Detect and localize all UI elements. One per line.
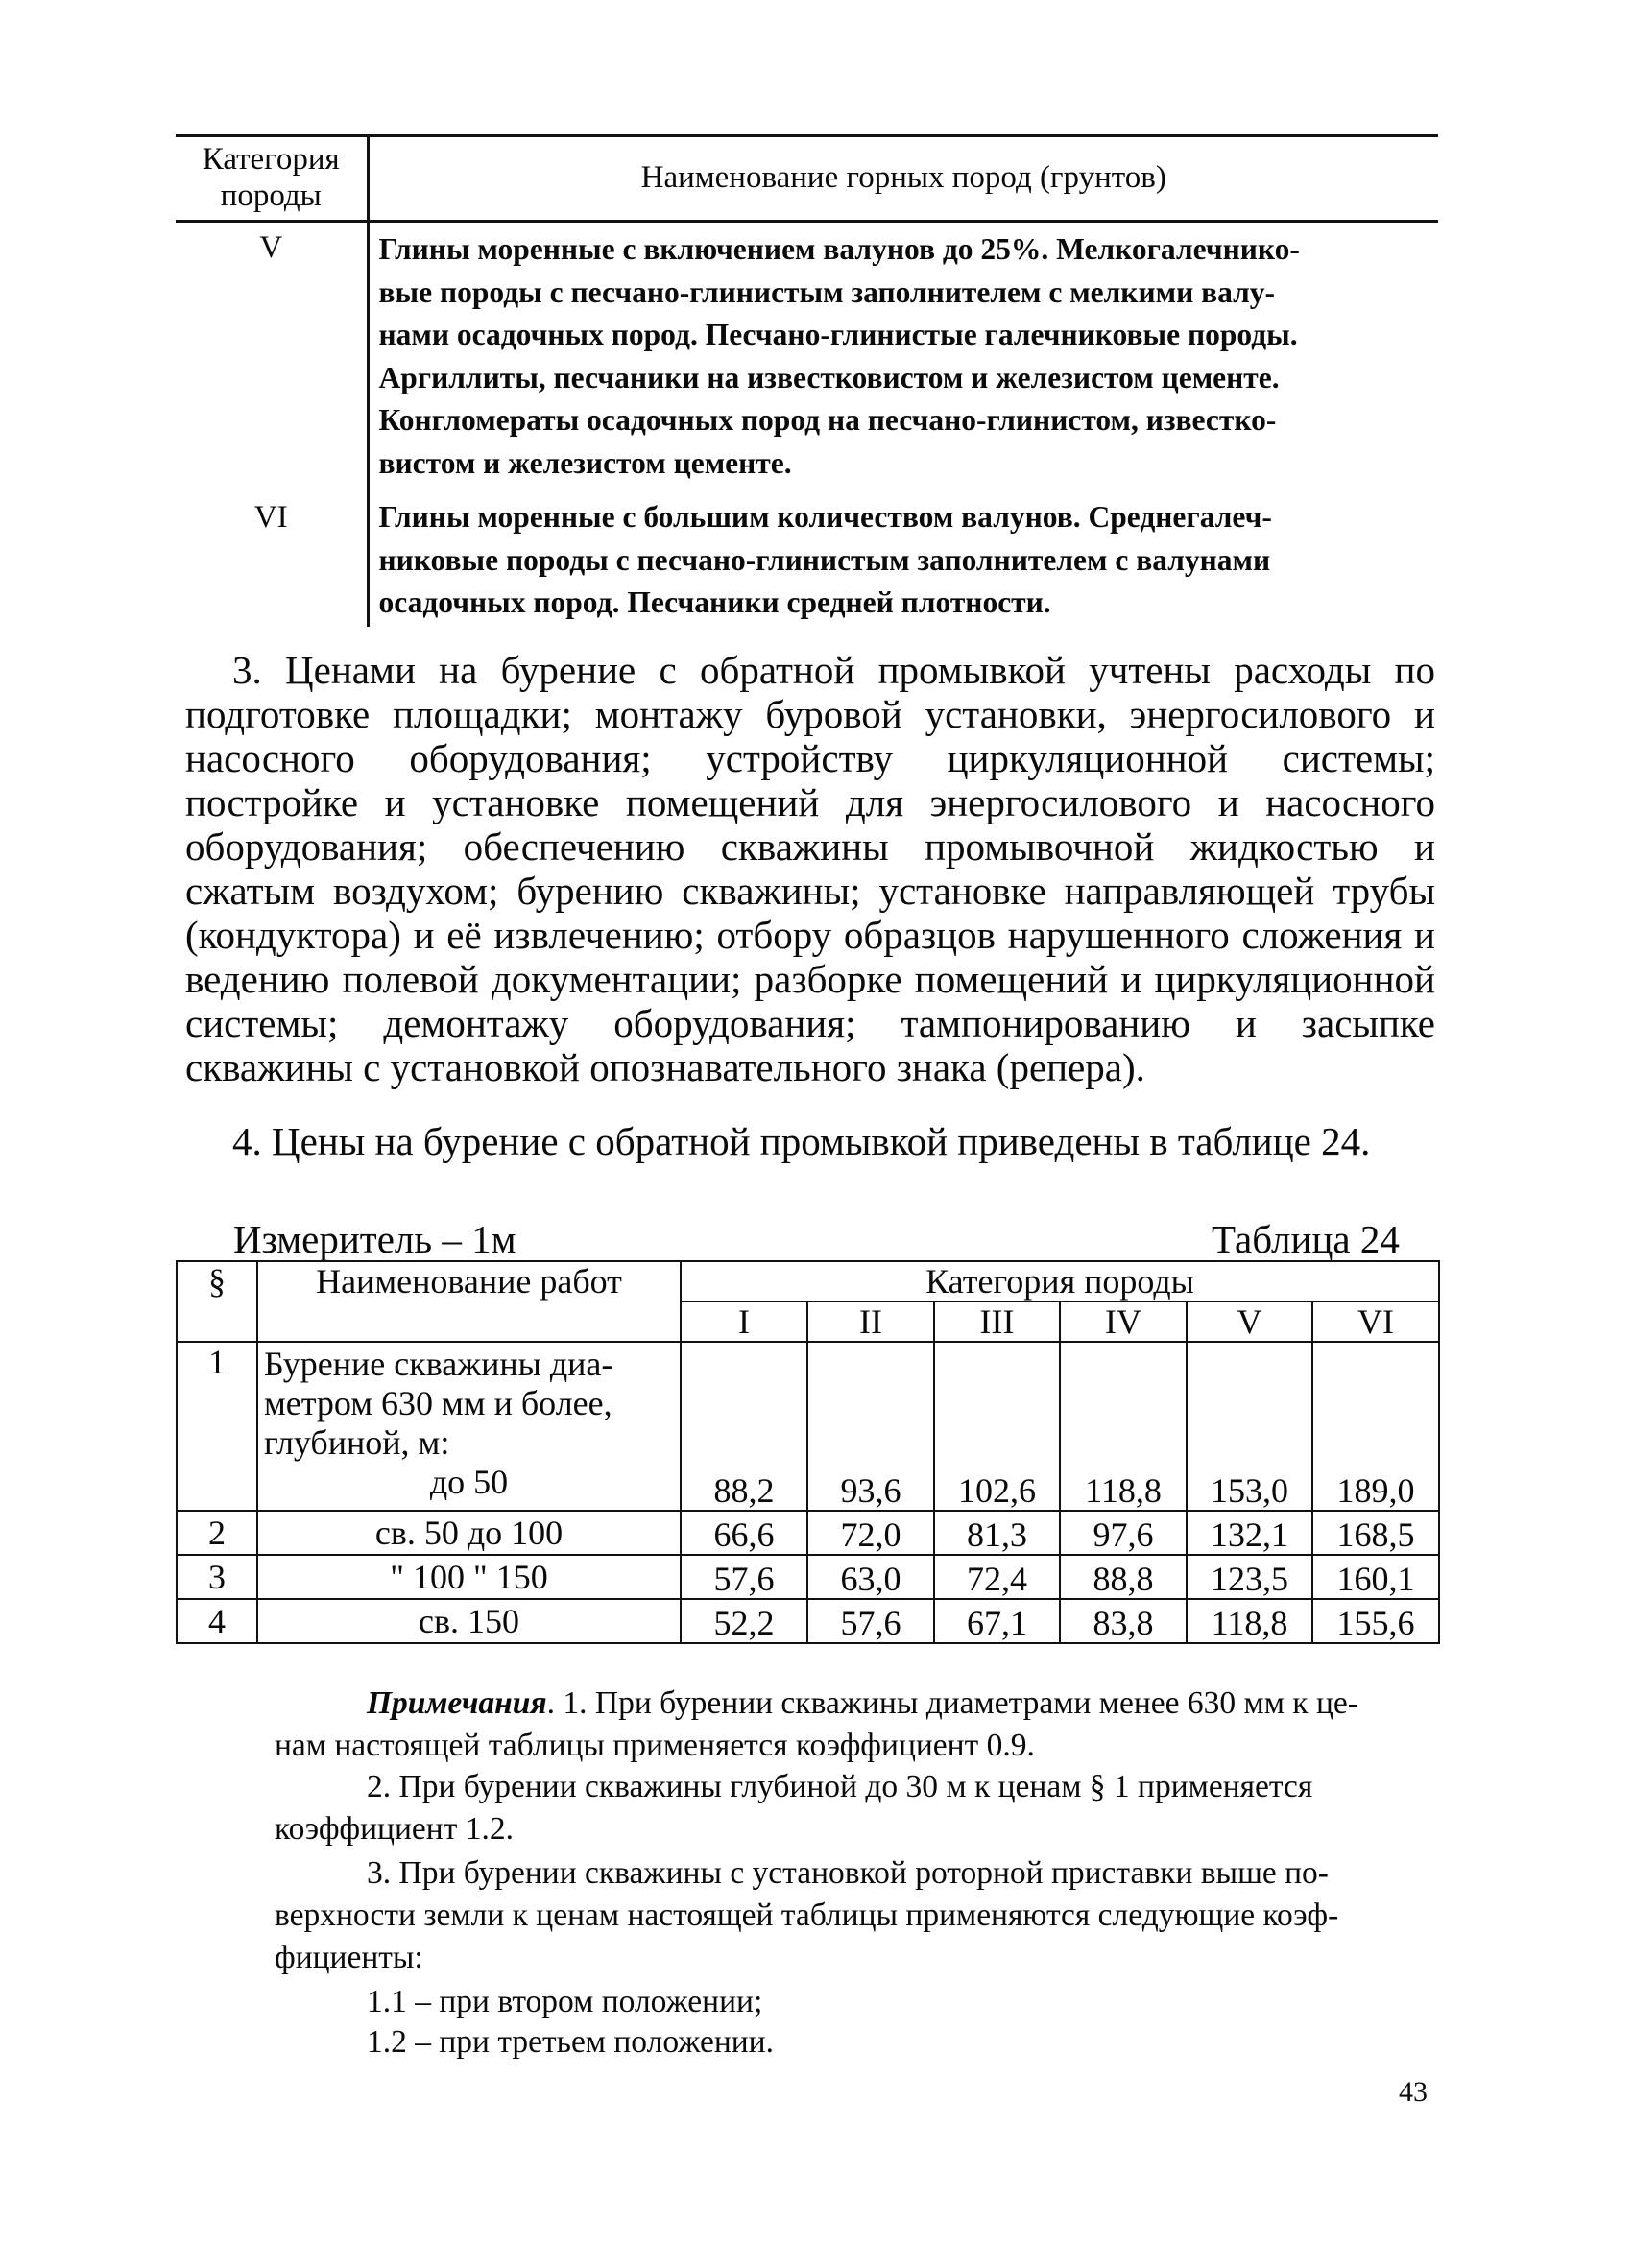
description-line: Конгломераты осадочных пород на песчано-глинистом, известко- — [378, 403, 1277, 437]
price-cell: 153,0 — [1187, 1342, 1312, 1511]
price-cell: 118,8 — [1187, 1599, 1312, 1643]
price-cell: 93,6 — [807, 1342, 934, 1511]
category-header: V — [1187, 1301, 1312, 1342]
page-number: 43 — [1399, 2076, 1428, 2108]
description-line: вые породы с песчано-глинистым заполнителем с мелкими валу- — [378, 275, 1276, 309]
category-cell: V — [176, 222, 368, 495]
price-cell: 63,0 — [807, 1555, 934, 1599]
price-cell: 66,6 — [681, 1511, 807, 1555]
table-row — [177, 1511, 1439, 1555]
notes-title: Примечания — [367, 1685, 547, 1721]
category-header: VI — [1312, 1301, 1439, 1342]
work-name: св. 50 до 100 — [257, 1511, 681, 1555]
price-cell: 102,6 — [934, 1342, 1060, 1511]
note-1-text: . 1. При бурении скважины диаметрами менее 630 мм к це- — [546, 1685, 1358, 1721]
price-cell: 57,6 — [807, 1599, 934, 1643]
price-cell: 88,2 — [681, 1342, 807, 1511]
category-header: III — [934, 1301, 1060, 1342]
table-row — [176, 222, 1438, 495]
work-name: " 100 " 150 — [257, 1555, 681, 1599]
table-row — [177, 1342, 1439, 1511]
description-line: вистом и железистом цементе. — [378, 445, 792, 480]
category-header: II — [807, 1301, 934, 1342]
price-cell: 88,8 — [1060, 1555, 1187, 1599]
header-section: § — [177, 1261, 257, 1342]
coefficient-1: 1.1 – при втором положении; — [367, 1984, 763, 2019]
price-cell: 72,0 — [807, 1511, 934, 1555]
row-number: 2 — [177, 1511, 257, 1555]
price-cell: 118,8 — [1060, 1342, 1187, 1511]
table-row — [176, 494, 1438, 627]
header-category: Категория породы — [176, 136, 368, 222]
price-cell: 72,4 — [934, 1555, 1060, 1599]
rock-category-table — [176, 134, 1438, 627]
price-cell: 132,1 — [1187, 1511, 1312, 1555]
work-line: Бурение скважины диа- — [264, 1345, 613, 1383]
paragraph-4: 4. Цены на бурение с обратной промывкой приведены в таблице 24. — [232, 1119, 1371, 1163]
description-line: никовые породы с песчано-глинистым заполнителем с валунами — [378, 542, 1271, 577]
price-table — [176, 1260, 1440, 1644]
note-1-first-line — [367, 1683, 1436, 1725]
work-line: метром 630 мм и более, — [264, 1384, 612, 1422]
note-2-second-line: коэффициент 1.2. — [275, 1811, 514, 1847]
price-cell: 52,2 — [681, 1599, 807, 1643]
work-line: до 50 — [429, 1463, 509, 1501]
note-3-third-line: фициенты: — [275, 1940, 423, 1975]
note-1-second-line: нам настоящей таблицы применяется коэффициент 0.9. — [275, 1728, 1035, 1763]
row-number: 3 — [177, 1555, 257, 1599]
description-line: Глины моренные с большим количеством валунов. Среднегалеч- — [378, 500, 1272, 534]
coefficient-2: 1.2 – при третьем положении. — [367, 2024, 774, 2060]
row-number: 4 — [177, 1599, 257, 1643]
price-cell: 83,8 — [1060, 1599, 1187, 1643]
description-line: нами осадочных пород. Песчано-глинистые галечниковые породы. — [378, 318, 1298, 351]
category-header: I — [681, 1301, 807, 1342]
header-work-name: Наименование работ — [257, 1261, 681, 1342]
note-2-first-line: 2. При бурении скважины глубиной до 30 м к ценам § 1 применяется — [367, 1769, 1313, 1804]
paragraph-3: 3. Ценами на бурение с обратной промывкой учтены расходы по подготовке площадки; монтажу буровой установки, энергосилового и насосного оборудования; устройству циркуляционной системы; постройке и установке помещений для энергосилового и насосного оборудования; обеспечению скважины промывочной жидкостью и сжатым воздухом; бурению скважины; установке направляющей трубы (кондуктора) и её извлечению; отбору образцов нарушенного сложения и ведению полевой документации; разборке помещений и циркуляционной системы; демонтажу оборудования; тампонированию и засыпке скважины с установкой опознавательного знака (репера). — [185, 648, 1435, 1089]
table-row — [177, 1555, 1439, 1599]
row-number: 1 — [177, 1342, 257, 1511]
header-rock-category: Категория породы — [681, 1261, 1439, 1301]
category-header: IV — [1060, 1301, 1187, 1342]
price-cell: 155,6 — [1312, 1599, 1439, 1643]
price-cell: 67,1 — [934, 1599, 1060, 1643]
category-cell: VI — [176, 494, 368, 627]
description-line: осадочных пород. Песчаники средней плотности. — [378, 585, 1051, 619]
price-cell: 168,5 — [1312, 1511, 1439, 1555]
work-name — [257, 1342, 681, 1511]
rock-description — [368, 494, 1438, 627]
table-row — [177, 1599, 1439, 1643]
price-cell: 160,1 — [1312, 1555, 1439, 1599]
price-cell: 57,6 — [681, 1555, 807, 1599]
table-label: Таблица 24 — [1212, 1217, 1400, 1261]
price-cell: 97,6 — [1060, 1511, 1187, 1555]
description-line: Глины моренные с включением валунов до 25%. Мелкогалечнико- — [378, 232, 1300, 266]
header-rock-name: Наименование горных пород (грунтов) — [368, 136, 1438, 222]
price-cell: 123,5 — [1187, 1555, 1312, 1599]
rock-description — [368, 222, 1438, 495]
note-3-first-line: 3. При бурении скважины с установкой роторной приставки выше по- — [367, 1855, 1329, 1891]
measure-unit: Измеритель – 1м — [233, 1217, 516, 1261]
price-cell: 189,0 — [1312, 1342, 1439, 1511]
note-3-second-line: верхности земли к ценам настоящей таблицы применяются следующие коэф- — [275, 1898, 1339, 1933]
price-cell: 81,3 — [934, 1511, 1060, 1555]
work-line: глубиной, м: — [264, 1423, 450, 1462]
work-name: св. 150 — [257, 1599, 681, 1643]
description-line: Аргиллиты, песчаники на известковистом и железистом цементе. — [378, 360, 1280, 394]
